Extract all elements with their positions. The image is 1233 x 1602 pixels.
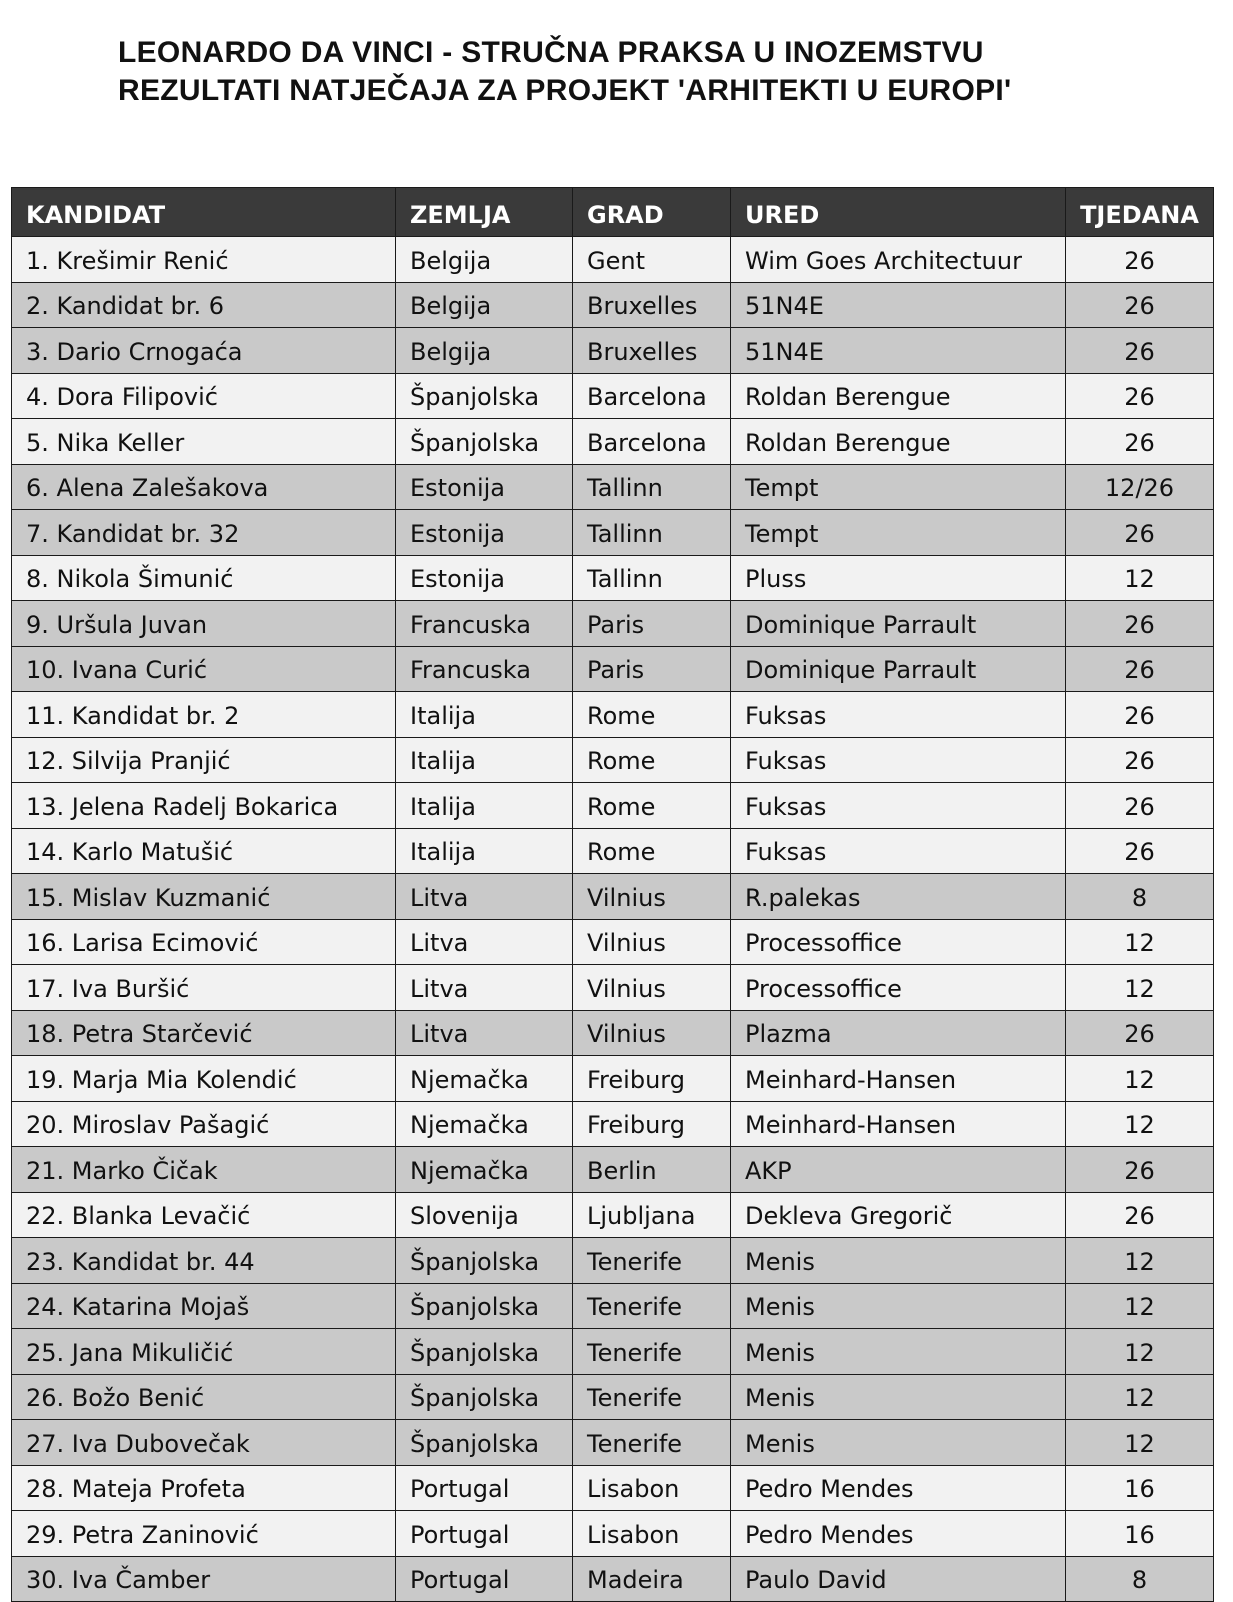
cell-kandidat: 4. Dora Filipović (12, 373, 396, 419)
header-tjedana: TJEDANA (1066, 188, 1214, 237)
cell-kandidat: 5. Nika Keller (12, 419, 396, 465)
table-row (12, 692, 1214, 738)
cell-ured: Dominique Parrault (731, 646, 1066, 692)
cell-tjedana: 26 (1066, 646, 1214, 692)
cell-grad: Bruxelles (573, 282, 731, 328)
table-row (12, 328, 1214, 374)
cell-grad: Tallinn (573, 464, 731, 510)
table-row (12, 828, 1214, 874)
cell-kandidat: 20. Miroslav Pašagić (12, 1101, 396, 1147)
cell-kandidat: 14. Karlo Matušić (12, 828, 396, 874)
cell-tjedana: 16 (1066, 1465, 1214, 1511)
cell-kandidat: 6. Alena Zalešakova (12, 464, 396, 510)
header-ured: URED (731, 188, 1066, 237)
cell-kandidat: 2. Kandidat br. 6 (12, 282, 396, 328)
cell-tjedana: 12 (1066, 1238, 1214, 1284)
table-header-row (12, 188, 1214, 237)
cell-zemlja: Litva (396, 874, 573, 920)
cell-grad: Rome (573, 692, 731, 738)
table-row (12, 919, 1214, 965)
cell-tjedana: 26 (1066, 783, 1214, 829)
cell-tjedana: 26 (1066, 282, 1214, 328)
table-row (12, 1147, 1214, 1193)
cell-kandidat: 15. Mislav Kuzmanić (12, 874, 396, 920)
cell-tjedana: 12 (1066, 1283, 1214, 1329)
cell-tjedana: 26 (1066, 510, 1214, 556)
table-row (12, 1101, 1214, 1147)
cell-zemlja: Portugal (396, 1556, 573, 1602)
table-row (12, 510, 1214, 556)
cell-kandidat: 27. Iva Dubovečak (12, 1420, 396, 1466)
cell-grad: Vilnius (573, 874, 731, 920)
cell-tjedana: 26 (1066, 828, 1214, 874)
cell-kandidat: 25. Jana Mikuličić (12, 1329, 396, 1375)
cell-ured: Fuksas (731, 737, 1066, 783)
table-row (12, 646, 1214, 692)
table-row (12, 1420, 1214, 1466)
cell-ured: Dekleva Gregorič (731, 1192, 1066, 1238)
cell-tjedana: 16 (1066, 1511, 1214, 1557)
cell-zemlja: Estonija (396, 510, 573, 556)
cell-tjedana: 8 (1066, 1556, 1214, 1602)
cell-tjedana: 26 (1066, 1192, 1214, 1238)
table-row (12, 1374, 1214, 1420)
cell-kandidat: 23. Kandidat br. 44 (12, 1238, 396, 1284)
cell-kandidat: 16. Larisa Ecimović (12, 919, 396, 965)
cell-tjedana: 8 (1066, 874, 1214, 920)
cell-kandidat: 30. Iva Čamber (12, 1556, 396, 1602)
cell-zemlja: Estonija (396, 555, 573, 601)
title-line-1: LEONARDO DA VINCI - STRUČNA PRAKSA U INOZEMSTVU (118, 36, 984, 69)
cell-grad: Tenerife (573, 1420, 731, 1466)
cell-zemlja: Španjolska (396, 1238, 573, 1284)
cell-tjedana: 26 (1066, 328, 1214, 374)
results-table (11, 187, 1214, 1602)
cell-tjedana: 12 (1066, 555, 1214, 601)
cell-ured: Meinhard-Hansen (731, 1101, 1066, 1147)
cell-ured: Tempt (731, 510, 1066, 556)
cell-zemlja: Slovenija (396, 1192, 573, 1238)
table-row (12, 419, 1214, 465)
cell-kandidat: 19. Marja Mia Kolendić (12, 1056, 396, 1102)
cell-grad: Madeira (573, 1556, 731, 1602)
cell-tjedana: 26 (1066, 737, 1214, 783)
cell-zemlja: Njemačka (396, 1056, 573, 1102)
cell-tjedana: 12 (1066, 919, 1214, 965)
cell-grad: Bruxelles (573, 328, 731, 374)
cell-ured: Menis (731, 1374, 1066, 1420)
cell-zemlja: Belgija (396, 282, 573, 328)
cell-grad: Freiburg (573, 1056, 731, 1102)
cell-zemlja: Španjolska (396, 1420, 573, 1466)
table-row (12, 1056, 1214, 1102)
cell-ured: Menis (731, 1238, 1066, 1284)
cell-grad: Tenerife (573, 1238, 731, 1284)
cell-grad: Tallinn (573, 510, 731, 556)
cell-zemlja: Italija (396, 783, 573, 829)
cell-zemlja: Belgija (396, 237, 573, 283)
cell-grad: Gent (573, 237, 731, 283)
cell-zemlja: Španjolska (396, 1283, 573, 1329)
cell-kandidat: 28. Mateja Profeta (12, 1465, 396, 1511)
table-row (12, 965, 1214, 1011)
cell-kandidat: 11. Kandidat br. 2 (12, 692, 396, 738)
cell-tjedana: 12 (1066, 1420, 1214, 1466)
cell-grad: Rome (573, 828, 731, 874)
cell-ured: Tempt (731, 464, 1066, 510)
cell-grad: Rome (573, 737, 731, 783)
cell-tjedana: 12 (1066, 1374, 1214, 1420)
cell-zemlja: Španjolska (396, 419, 573, 465)
cell-zemlja: Francuska (396, 646, 573, 692)
cell-kandidat: 17. Iva Buršić (12, 965, 396, 1011)
cell-grad: Tenerife (573, 1329, 731, 1375)
cell-kandidat: 10. Ivana Curić (12, 646, 396, 692)
cell-ured: 51N4E (731, 328, 1066, 374)
cell-grad: Lisabon (573, 1465, 731, 1511)
cell-grad: Vilnius (573, 1010, 731, 1056)
cell-zemlja: Španjolska (396, 1374, 573, 1420)
cell-zemlja: Estonija (396, 464, 573, 510)
cell-ured: R.palekas (731, 874, 1066, 920)
cell-ured: Pedro Mendes (731, 1465, 1066, 1511)
table-row (12, 737, 1214, 783)
table-row (12, 874, 1214, 920)
cell-tjedana: 12 (1066, 1056, 1214, 1102)
cell-zemlja: Španjolska (396, 373, 573, 419)
cell-grad: Rome (573, 783, 731, 829)
table-row (12, 783, 1214, 829)
cell-kandidat: 26. Božo Benić (12, 1374, 396, 1420)
cell-kandidat: 3. Dario Crnogaća (12, 328, 396, 374)
cell-zemlja: Belgija (396, 328, 573, 374)
table-body (12, 237, 1214, 1602)
cell-kandidat: 24. Katarina Mojaš (12, 1283, 396, 1329)
cell-tjedana: 26 (1066, 419, 1214, 465)
cell-ured: Menis (731, 1283, 1066, 1329)
cell-tjedana: 26 (1066, 692, 1214, 738)
cell-zemlja: Njemačka (396, 1147, 573, 1193)
cell-zemlja: Italija (396, 828, 573, 874)
cell-ured: Menis (731, 1420, 1066, 1466)
cell-tjedana: 26 (1066, 601, 1214, 647)
cell-tjedana: 26 (1066, 1147, 1214, 1193)
cell-grad: Berlin (573, 1147, 731, 1193)
table-row (12, 601, 1214, 647)
cell-kandidat: 9. Uršula Juvan (12, 601, 396, 647)
cell-tjedana: 12/26 (1066, 464, 1214, 510)
cell-zemlja: Litva (396, 1010, 573, 1056)
table-row (12, 1329, 1214, 1375)
table-row (12, 1511, 1214, 1557)
cell-kandidat: 12. Silvija Pranjić (12, 737, 396, 783)
cell-ured: Wim Goes Architectuur (731, 237, 1066, 283)
cell-ured: Meinhard-Hansen (731, 1056, 1066, 1102)
cell-tjedana: 26 (1066, 237, 1214, 283)
cell-ured: 51N4E (731, 282, 1066, 328)
cell-kandidat: 7. Kandidat br. 32 (12, 510, 396, 556)
table-row (12, 1238, 1214, 1284)
cell-ured: Pluss (731, 555, 1066, 601)
table-row (12, 464, 1214, 510)
cell-grad: Barcelona (573, 373, 731, 419)
cell-kandidat: 1. Krešimir Renić (12, 237, 396, 283)
cell-kandidat: 18. Petra Starčević (12, 1010, 396, 1056)
cell-tjedana: 12 (1066, 965, 1214, 1011)
cell-zemlja: Litva (396, 919, 573, 965)
cell-ured: Dominique Parrault (731, 601, 1066, 647)
cell-tjedana: 26 (1066, 373, 1214, 419)
cell-kandidat: 8. Nikola Šimunić (12, 555, 396, 601)
table-row (12, 1192, 1214, 1238)
cell-grad: Barcelona (573, 419, 731, 465)
table-row (12, 1465, 1214, 1511)
table-row (12, 373, 1214, 419)
cell-tjedana: 12 (1066, 1101, 1214, 1147)
cell-grad: Freiburg (573, 1101, 731, 1147)
cell-zemlja: Francuska (396, 601, 573, 647)
table-row (12, 1283, 1214, 1329)
table-row (12, 1010, 1214, 1056)
cell-kandidat: 21. Marko Čičak (12, 1147, 396, 1193)
cell-grad: Vilnius (573, 919, 731, 965)
cell-ured: Processoffice (731, 965, 1066, 1011)
cell-zemlja: Italija (396, 737, 573, 783)
cell-ured: Fuksas (731, 828, 1066, 874)
cell-kandidat: 13. Jelena Radelj Bokarica (12, 783, 396, 829)
table-row (12, 555, 1214, 601)
cell-ured: AKP (731, 1147, 1066, 1193)
cell-grad: Paris (573, 601, 731, 647)
document-title (118, 34, 1198, 110)
cell-ured: Processoffice (731, 919, 1066, 965)
header-kandidat: KANDIDAT (12, 188, 396, 237)
cell-zemlja: Portugal (396, 1511, 573, 1557)
cell-grad: Ljubljana (573, 1192, 731, 1238)
cell-ured: Paulo David (731, 1556, 1066, 1602)
cell-grad: Tallinn (573, 555, 731, 601)
cell-zemlja: Njemačka (396, 1101, 573, 1147)
header-zemlja: ZEMLJA (396, 188, 573, 237)
cell-ured: Pedro Mendes (731, 1511, 1066, 1557)
cell-zemlja: Španjolska (396, 1329, 573, 1375)
cell-ured: Fuksas (731, 692, 1066, 738)
table-row (12, 282, 1214, 328)
cell-ured: Roldan Berengue (731, 373, 1066, 419)
cell-ured: Fuksas (731, 783, 1066, 829)
cell-zemlja: Portugal (396, 1465, 573, 1511)
table-row (12, 1556, 1214, 1602)
cell-kandidat: 22. Blanka Levačić (12, 1192, 396, 1238)
cell-zemlja: Litva (396, 965, 573, 1011)
cell-grad: Vilnius (573, 965, 731, 1011)
cell-grad: Tenerife (573, 1283, 731, 1329)
cell-tjedana: 12 (1066, 1329, 1214, 1375)
table-row (12, 237, 1214, 283)
cell-tjedana: 26 (1066, 1010, 1214, 1056)
title-line-2: REZULTATI NATJEČAJA ZA PROJEKT 'ARHITEKTI U EUROPI' (118, 74, 1012, 107)
cell-ured: Menis (731, 1329, 1066, 1375)
cell-kandidat: 29. Petra Zaninović (12, 1511, 396, 1557)
cell-ured: Plazma (731, 1010, 1066, 1056)
header-grad: GRAD (573, 188, 731, 237)
cell-grad: Tenerife (573, 1374, 731, 1420)
cell-zemlja: Italija (396, 692, 573, 738)
cell-ured: Roldan Berengue (731, 419, 1066, 465)
cell-grad: Lisabon (573, 1511, 731, 1557)
cell-grad: Paris (573, 646, 731, 692)
